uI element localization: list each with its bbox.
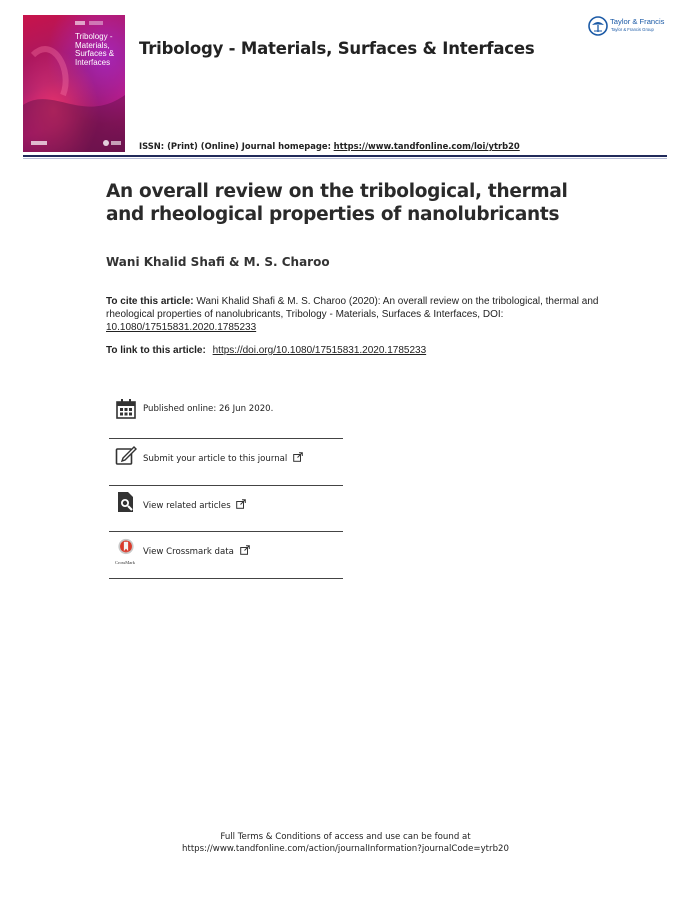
journal-cover-image xyxy=(23,15,125,152)
header-divider-secondary xyxy=(23,158,667,159)
crossmark-badge-text: CrossMark xyxy=(115,560,135,565)
cite-label: To cite this article: xyxy=(106,296,194,307)
cover-title: Tribology - Materials, Surfaces & Interfaces xyxy=(75,32,115,67)
cite-doi-link[interactable]: 10.1080/17515831.2020.1785233 xyxy=(106,322,257,333)
crossmark-label: View Crossmark data xyxy=(143,547,234,557)
edit-icon xyxy=(115,444,137,466)
action-divider xyxy=(109,578,343,579)
published-online-text: Published online: 26 Jun 2020. xyxy=(143,404,274,414)
publisher-name: Taylor & Francis xyxy=(610,17,665,26)
cite-text: Wani Khalid Shafi & M. S. Charoo (2020): An overall review on the tribological, thermal and rheological properties of nanolubricants, Tribology - Materials, Surfaces & Interfaces, DOI: xyxy=(106,296,599,320)
crossmark-link[interactable] xyxy=(109,534,343,580)
related-articles-label: View related articles xyxy=(143,501,231,511)
header-divider xyxy=(23,155,667,157)
submit-article-link[interactable] xyxy=(109,441,343,487)
external-link-icon xyxy=(293,452,303,462)
action-divider xyxy=(109,438,343,439)
action-divider xyxy=(109,531,343,532)
link-label: To link to this article: xyxy=(106,345,206,356)
crossmark-icon xyxy=(115,538,137,560)
footer-terms-text: Full Terms & Conditions of access and use can be found at xyxy=(220,832,471,842)
related-articles-link[interactable] xyxy=(109,488,343,534)
external-link-icon xyxy=(236,499,246,509)
article-authors: Wani Khalid Shafi & M. S. Charoo xyxy=(106,255,330,269)
article-link-line xyxy=(106,344,606,357)
footer-terms-link[interactable]: https://www.tandfonline.com/action/journalInformation?journalCode=ytrb20 xyxy=(182,844,509,854)
article-title: An overall review on the tribological, thermal and rheological properties of nanolubricants xyxy=(106,181,568,225)
issn-label: ISSN: (Print) (Online) Journal homepage: xyxy=(139,141,331,151)
calendar-icon xyxy=(115,398,137,420)
submit-article-label: Submit your article to this journal xyxy=(143,454,288,464)
issn-line xyxy=(139,141,520,151)
journal-title: Tribology - Materials, Surfaces & Interfaces xyxy=(139,39,535,58)
action-divider xyxy=(109,485,343,486)
article-doi-link[interactable]: https://doi.org/10.1080/17515831.2020.1785233 xyxy=(212,345,427,356)
search-document-icon xyxy=(115,491,137,513)
published-online-row xyxy=(109,394,343,440)
external-link-icon xyxy=(240,545,250,555)
journal-homepage-link[interactable]: https://www.tandfonline.com/loi/ytrb20 xyxy=(333,141,520,151)
citation-block xyxy=(106,295,606,334)
publisher-subtitle: Taylor & Francis Group xyxy=(611,27,654,32)
